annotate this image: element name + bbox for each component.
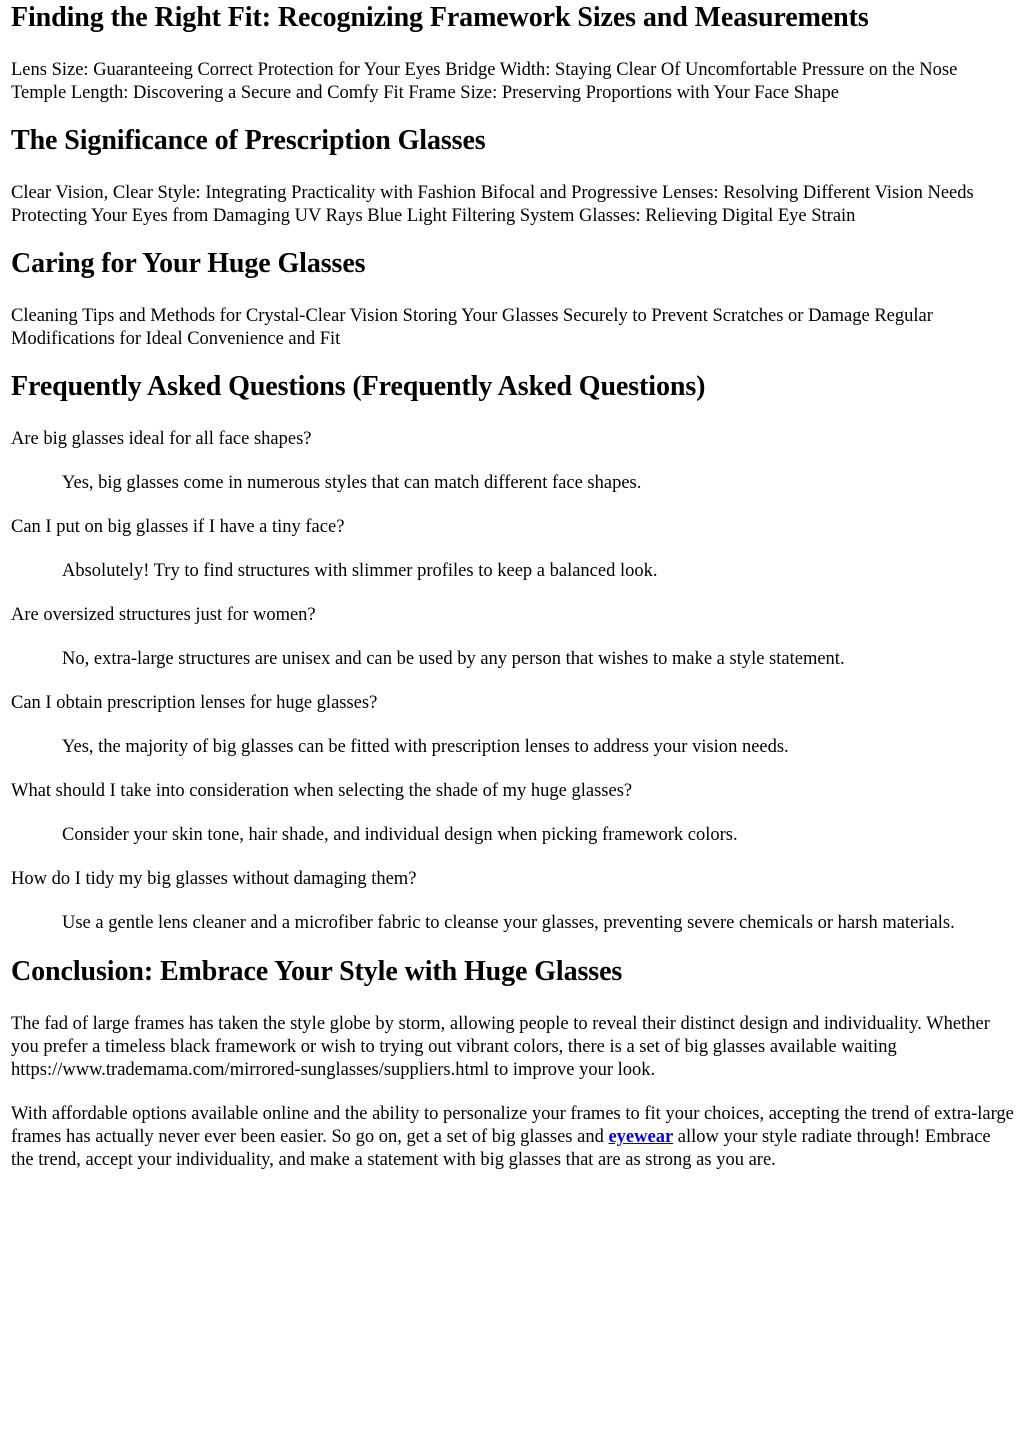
faq-list [11,428,1014,935]
faq-question: What should I take into consideration when selecting the shade of my huge glasses? [11,781,633,801]
paragraph-caring: Cleaning Tips and Methods for Crystal-Clear Vision Storing Your Glasses Securely to Prevent Scratches or Damage Regular Modifications for Ideal Convenience and Fit [11,306,933,349]
paragraph-fit: Lens Size: Guaranteeing Correct Protection for Your Eyes Bridge Width: Staying Clear Of Uncomfortable Pressure on the Nose Temple Length: Discovering a Secure and Comfy Fit Frame Size: Preserving Proportions with Your Face Shape [11,60,958,103]
paragraph-conclusion-2-before: With affordable options available online and the ability to personalize your frames to fit your choices, accepting the trend of extra-large frames has actually never ever been easier. So go on, get a set of big glasses and [11,1104,1014,1147]
paragraph-prescription: Clear Vision, Clear Style: Integrating Practicality with Fashion Bifocal and Progressive Lenses: Resolving Different Vision Needs Protecting Your Eyes from Damaging UV Rays Blue Light Filtering System Glasses: Relieving Digital Eye Strain [11,183,974,226]
faq-answer: Yes, the majority of big glasses can be fitted with prescription lenses to address your vision needs. [62,737,789,757]
faq-question: Are oversized structures just for women? [11,605,316,625]
heading-conclusion: Conclusion: Embrace Your Style with Huge Glasses [11,956,623,987]
eyewear-link[interactable]: eyewear [608,1127,674,1147]
heading-faq: Frequently Asked Questions (Frequently Asked Questions) [11,371,706,402]
faq-question: Can I put on big glasses if I have a tiny face? [11,517,345,537]
faq-question: Are big glasses ideal for all face shapes? [11,429,312,449]
faq-answer: Use a gentle lens cleaner and a microfiber fabric to cleanse your glasses, preventing severe chemicals or harsh materials. [62,913,955,933]
faq-question: How do I tidy my big glasses without damaging them? [11,869,417,889]
article [0,2,1024,1172]
heading-fit: Finding the Right Fit: Recognizing Framework Sizes and Measurements [11,2,869,33]
faq-answer: Absolutely! Try to find structures with slimmer profiles to keep a balanced look. [62,561,658,581]
faq-question: Can I obtain prescription lenses for huge glasses? [11,693,378,713]
faq-answer: No, extra-large structures are unisex and can be used by any person that wishes to make a style statement. [62,649,845,669]
faq-answer: Yes, big glasses come in numerous styles that can match different face shapes. [62,473,642,493]
heading-prescription: The Significance of Prescription Glasses [11,125,486,156]
paragraph-conclusion-1: The fad of large frames has taken the style globe by storm, allowing people to reveal their distinct design and individuality. Whether you prefer a timeless black framework or wish to trying out vibrant colors, there is a set of big glasses available waiting https://www.trademama.com/mirrored-sunglasses/suppliers.html to improve your look. [11,1014,990,1080]
paragraph-conclusion-2-after: allow your style radiate through! Embrace the trend, accept your individuality, and make a statement with big glasses that are as strong as you are. [11,1127,991,1170]
heading-caring: Caring for Your Huge Glasses [11,248,366,279]
faq-answer: Consider your skin tone, hair shade, and individual design when picking framework colors. [62,825,738,845]
paragraph-conclusion-2 [11,1103,1014,1172]
